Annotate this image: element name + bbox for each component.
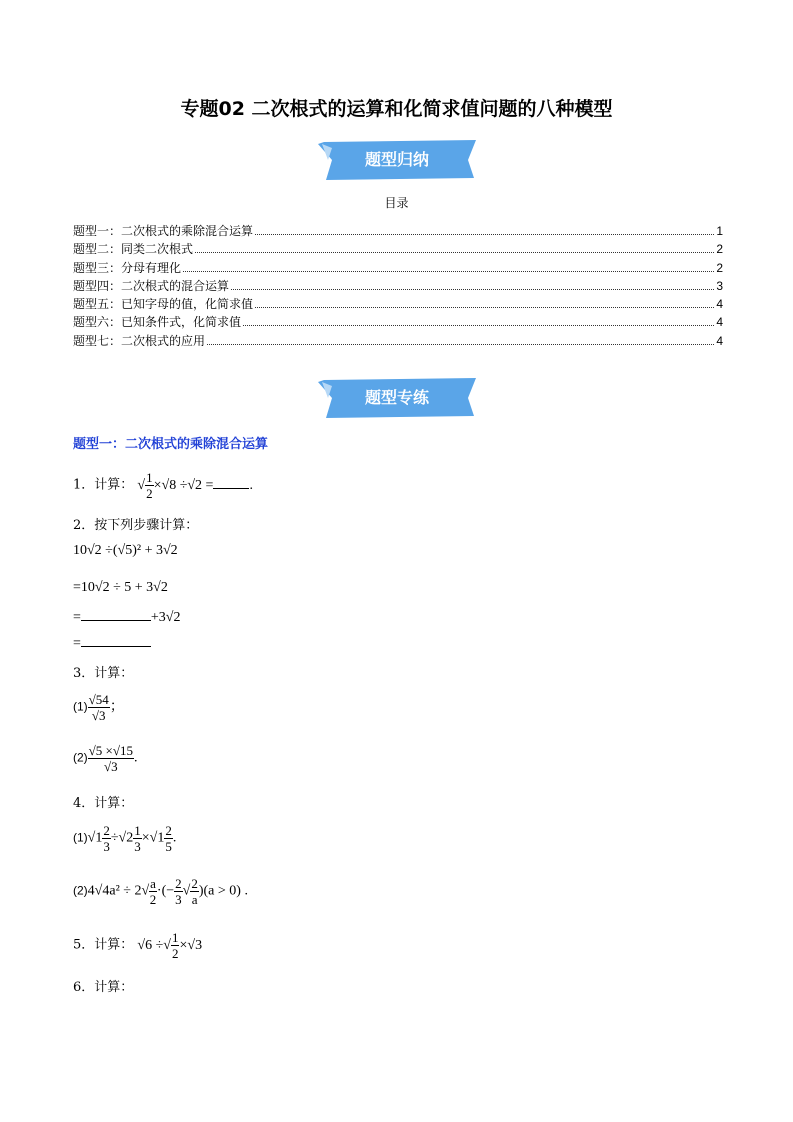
toc-entry-label: 题型七：二次根式的应用: [73, 333, 206, 348]
answer-blank[interactable]: [81, 646, 151, 647]
question-3: 3．计算：: [73, 666, 134, 681]
question-number: 5．计算：: [73, 937, 134, 953]
section-title: 题型一：二次根式的乘除混合运算: [73, 437, 269, 452]
toc-entry-label: 题型三：分母有理化: [73, 260, 182, 275]
question-1: 1．计算： √ $\frac{1}{2}$ ×√8 ÷√2 = .: [73, 470, 253, 501]
toc-entry-label: 题型五：已知字母的值，化简求值: [73, 297, 254, 312]
toc-entry-page: 4: [716, 333, 723, 348]
question-4: 4．计算：: [73, 796, 134, 811]
q4-part-2: (2)4√4a² ÷ 2√ $\frac{a}{2}$ ·(− $\frac{2}{3}$ √ $\frac{2}{a}$ )(a > 0) .: [73, 876, 248, 907]
question-6: 6．计算：: [73, 980, 134, 995]
banner-summary: [318, 140, 476, 180]
toc-entry[interactable]: [73, 313, 723, 331]
toc-leader: [207, 344, 714, 345]
toc-entry-page: 4: [716, 297, 723, 312]
toc-entry-page: 2: [716, 242, 723, 257]
toc-entry-page: 3: [716, 278, 723, 293]
toc-entry[interactable]: [73, 240, 723, 258]
toc-entry[interactable]: [73, 332, 723, 350]
toc-entry[interactable]: [73, 259, 723, 277]
toc-leader: [255, 307, 714, 308]
step-line-1: 10√2 ÷(√5)² + 3√2: [73, 543, 178, 558]
document-title: 专题02 二次根式的运算和化简求值问题的八种模型: [180, 98, 613, 120]
banner-practice: [318, 378, 476, 418]
toc-entry-label: 题型二：同类二次根式: [73, 242, 194, 257]
question-5: 5．计算： √6 ÷√ $\frac{1}{2}$ ×√3: [73, 930, 203, 961]
question-2: 2．按下列步骤计算：: [73, 518, 199, 533]
banner-summary-label: 题型归纳: [364, 150, 429, 169]
toc-entry-page: 2: [716, 260, 723, 275]
toc-entry-label: 题型六：已知条件式，化简求值: [73, 315, 242, 330]
toc-entry-label: 题型一：二次根式的乘除混合运算: [73, 224, 254, 238]
toc-leader: [243, 325, 714, 326]
toc-entry-label: 题型四：二次根式的混合运算: [73, 278, 230, 293]
table-of-contents: [73, 222, 723, 350]
q4-part-1: (1)√1 $\frac{2}{3}$ ÷√2 $\frac{1}{3}$ ×√1 $\frac{2}{5}$ .: [73, 823, 177, 854]
step-line-2: =10√2 ÷ 5 + 3√2: [73, 580, 168, 595]
question-number: 1．计算：: [73, 477, 134, 493]
q3-part-2: (2) $\frac{√5 \times√15}{√3}$ .: [73, 743, 138, 774]
banner-practice-label: 题型专练: [364, 388, 429, 407]
expression: ×√8 ÷√2 =: [153, 477, 214, 493]
q3-part-1: (1) $\frac{√54}{√3}$ ；: [73, 692, 124, 723]
answer-blank[interactable]: [81, 620, 151, 621]
step-line-3: = +3√2: [73, 610, 181, 625]
toc-leader: [231, 289, 714, 290]
toc-heading: 目录: [384, 196, 409, 210]
toc-leader: [183, 271, 714, 272]
fraction: $\frac{1}{2}$: [146, 470, 153, 501]
step-line-4: =: [73, 636, 151, 652]
toc-entry[interactable]: [73, 295, 723, 313]
toc-entry-page: 1: [716, 224, 723, 238]
answer-blank[interactable]: [213, 488, 249, 489]
toc-entry[interactable]: [73, 222, 723, 240]
toc-entry-page: 4: [716, 315, 723, 330]
toc-entry[interactable]: [73, 277, 723, 295]
toc-leader: [255, 234, 714, 235]
toc-leader: [195, 252, 714, 253]
